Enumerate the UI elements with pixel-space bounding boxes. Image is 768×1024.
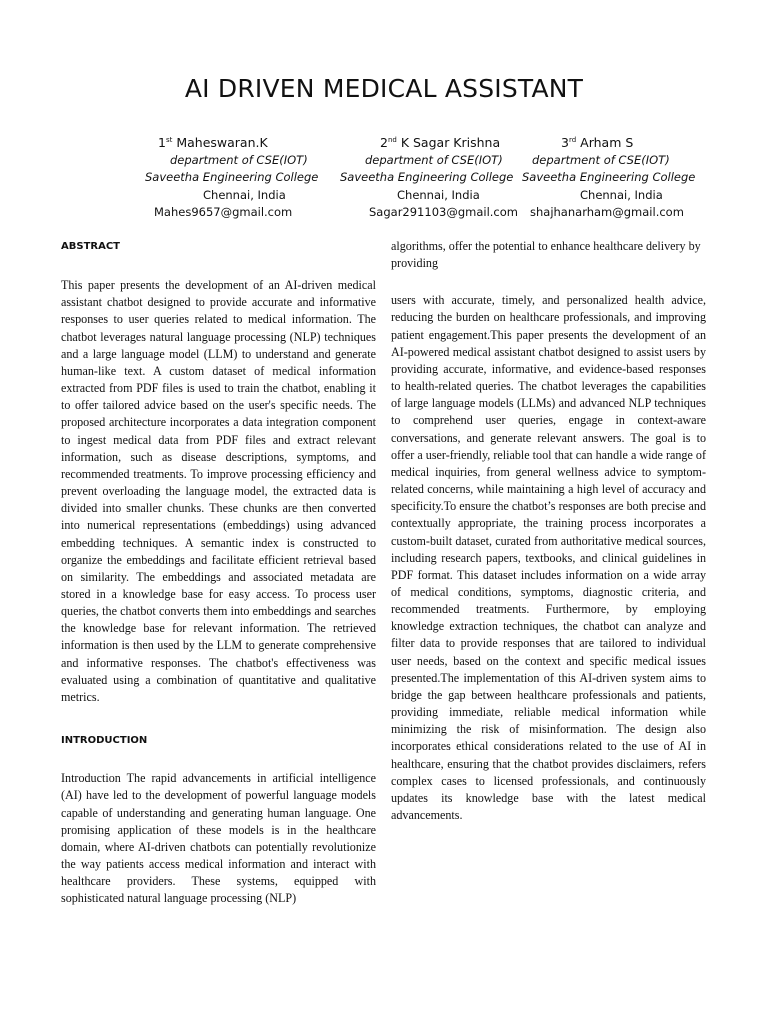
author-block-3: [522, 132, 768, 222]
author-college: Saveetha Engineering College: [340, 170, 514, 184]
author-city: Chennai, India: [580, 187, 663, 202]
abstract-text: This paper presents the development of an AI-driven medical assistant chatbot designed to provide accurate and informative responses to user queries related to medical information. The chatbot leverages natural language processing (NLP) techniques and a large language model (LLM) to understand and generate human-like text. A custom dataset of medical information extracted from PDF files is used to train the chatbot, enabling it to offer tailored advice based on the user's specific needs. The proposed architecture incorporates a data integration component to ingest medical data from PDF files and extract relevant information, such as disease descriptions, symptoms, and recommended treatments. To improve processing efficiency and prevent overloading the language model, the extracted data is divided into smaller chunks. These chunks are then converted into numerical representations (embeddings) using advanced embedding techniques. A semantic index is constructed to organize the embeddings and facilitate efficient retrieval based on similarity. The embeddings and associated metadata are stored in a knowledge base for easy access. To process user queries, the chatbot converts them into embeddings and searches the knowledge base for relevant information. The retrieved information is then used by the LLM to generate comprehensive and informative responses. The chatbot's effectiveness was evaluated using a combination of quantitative and qualitative metrics.: [61, 278, 376, 704]
introduction-heading: INTRODUCTION: [61, 735, 148, 747]
left-column: [61, 238, 376, 907]
introduction-text: Introduction The rapid advancements in artificial intelligence (AI) have led to the development of powerful language models capable of understanding and generating human language. One promising application of these models is in the healthcare domain, where AI-driven chatbots can potentially revolutionize the way patients access medical information and interact with healthcare providers. These systems, equipped with sophisticated natural language processing (NLP): [61, 771, 376, 906]
author-name: 3rd Arham S: [561, 135, 634, 150]
author-college: Saveetha Engineering College: [522, 170, 696, 184]
paper-title: AI DRIVEN MEDICAL ASSISTANT: [184, 74, 584, 103]
author-name: 2nd K Sagar Krishna: [380, 135, 501, 150]
abstract-heading: ABSTRACT: [61, 241, 120, 252]
author-department: department of CSE(IOT): [170, 152, 308, 167]
author-name: 1st Maheswaran.K: [158, 135, 268, 150]
author-department: department of CSE(IOT): [532, 152, 670, 167]
author-city: Chennai, India: [397, 187, 480, 202]
intro-continued-text: algorithms, offer the potential to enhance healthcare delivery by providing: [391, 239, 701, 271]
right-column: [391, 238, 706, 824]
author-department: department of CSE(IOT): [365, 152, 503, 167]
author-college: Saveetha Engineering College: [145, 170, 319, 184]
author-city: Chennai, India: [203, 187, 286, 202]
author-email: Sagar291103@gmail.com: [369, 205, 518, 219]
author-email: Mahes9657@gmail.com: [154, 205, 293, 219]
intro-body-text: users with accurate, timely, and personalized health advice, reducing the burden on healthcare professionals, and improving patient engagement.This paper presents the development of an AI-powered medical assistant chatbot designed to assist users by providing accurate, informative, and evidence-based responses to health-related queries. The chatbot leverages the capabilities of large language models (LLMs) and advanced NLP techniques to comprehend user queries, engage in context-aware conversations, and generate relevant answers. The goal is to offer a user-friendly, reliable tool that can handle a wide range of medical inquiries, from general wellness advice to symptom-related concerns, while maintaining a high level of accuracy and specificity.To ensure the chatbot’s responses are both precise and contextually appropriate, the training process incorporates a custom-built dataset, curated from authoritative medical sources, including research papers, textbooks, and clinical guidelines in PDF format. This dataset includes information on a wide array of medical conditions, symptoms, diagnostic criteria, and recommended treatments. Furthermore, by employing knowledge extraction techniques, the chatbot can analyze and filter data to provide responses that are tailored to individual user needs, based on the context and specific medical issues presented.The implementation of this AI-driven system aims to bridge the gap between healthcare professionals and patients, providing immediate, reliable medical information while minimizing the risk of misinformation. The design also incorporates ethical considerations related to the use of AI in healthcare, ensuring that the chatbot provides disclaimers, refers complex cases to licensed professionals, and continuously updates its knowledge base with the latest medical advancements.: [391, 293, 706, 822]
author-email: shajhanarham@gmail.com: [530, 205, 684, 219]
